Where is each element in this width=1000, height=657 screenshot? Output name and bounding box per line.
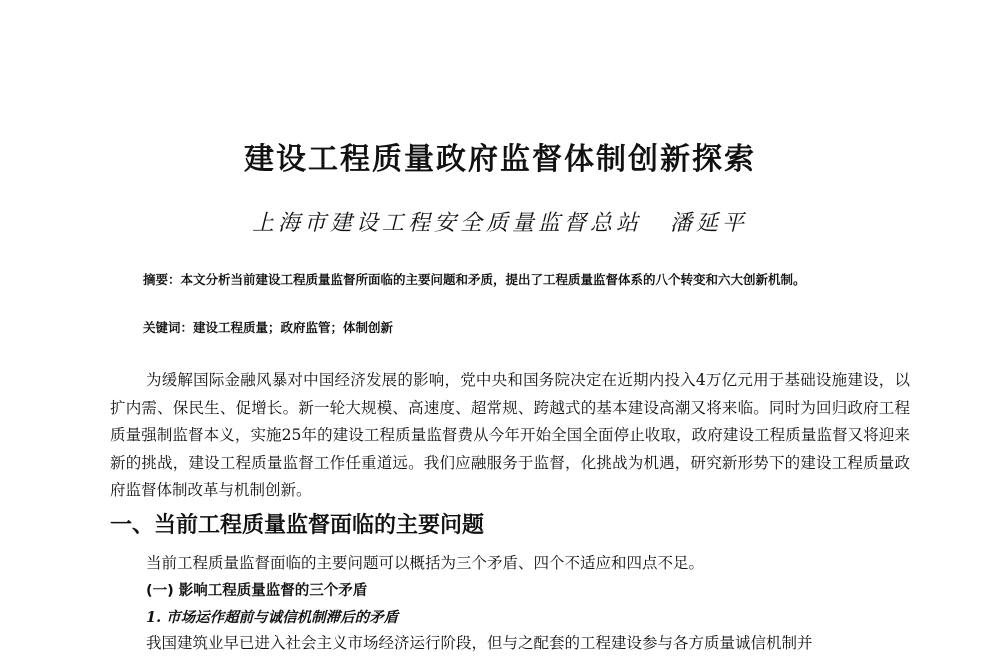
paper-title: 建设工程质量政府监督体制创新探索: [244, 142, 756, 178]
item-paragraph: 我国建筑业早已进入社会主义市场经济运行阶段，但与之配套的工程建设参与各方质量诚信机制并: [146, 634, 813, 652]
item-heading: 1. 市场运作超前与诚信机制滞后的矛盾: [146, 609, 399, 626]
author-name: 潘延平: [670, 211, 749, 236]
subsection-heading: (一) 影响工程质量监督的三个矛盾: [146, 583, 368, 599]
keywords-label: 关键词：: [143, 320, 194, 335]
abstract: [143, 269, 888, 291]
body-paragraph-1: 为缓解国际金融风暴对中国经济发展的影响，党中央和国务院决定在近期内投入4万亿元用于基础设施建设，以扩内需、保民生、促增长。新一轮大规模、高速度、超常规、跨越式的基本建设高潮又将来临。同时为回归政府工程质量强制监督本义，实施25年的建设工程质量监督费从今年开始全国全面停止收取，政府建设工程质量监督又将迎来新的挑战，建设工程质量监督工作任重道远。我们应融服务于监督，化挑战为机遇，研究新形势下的建设工程质量政府监督体制改革与机制创新。: [110, 371, 910, 499]
author-organization: 上海市建设工程安全质量监督总站: [251, 211, 642, 236]
section-heading: 一、当前工程质量监督面临的主要问题: [110, 513, 485, 538]
abstract-label: 摘要：: [143, 272, 181, 287]
section-intro-paragraph: 当前工程质量监督面临的主要问题可以概括为三个矛盾、四个不适应和四点不足。: [146, 554, 705, 572]
abstract-text: 本文分析当前建设工程质量监督所面临的主要问题和矛质，提出了工程质量监督体系的八个转变和六大创新机制。: [180, 272, 806, 287]
keywords-text: 建设工程质量；政府监管；体制创新: [193, 320, 394, 335]
byline: [0, 209, 1000, 239]
keywords: [143, 317, 888, 339]
